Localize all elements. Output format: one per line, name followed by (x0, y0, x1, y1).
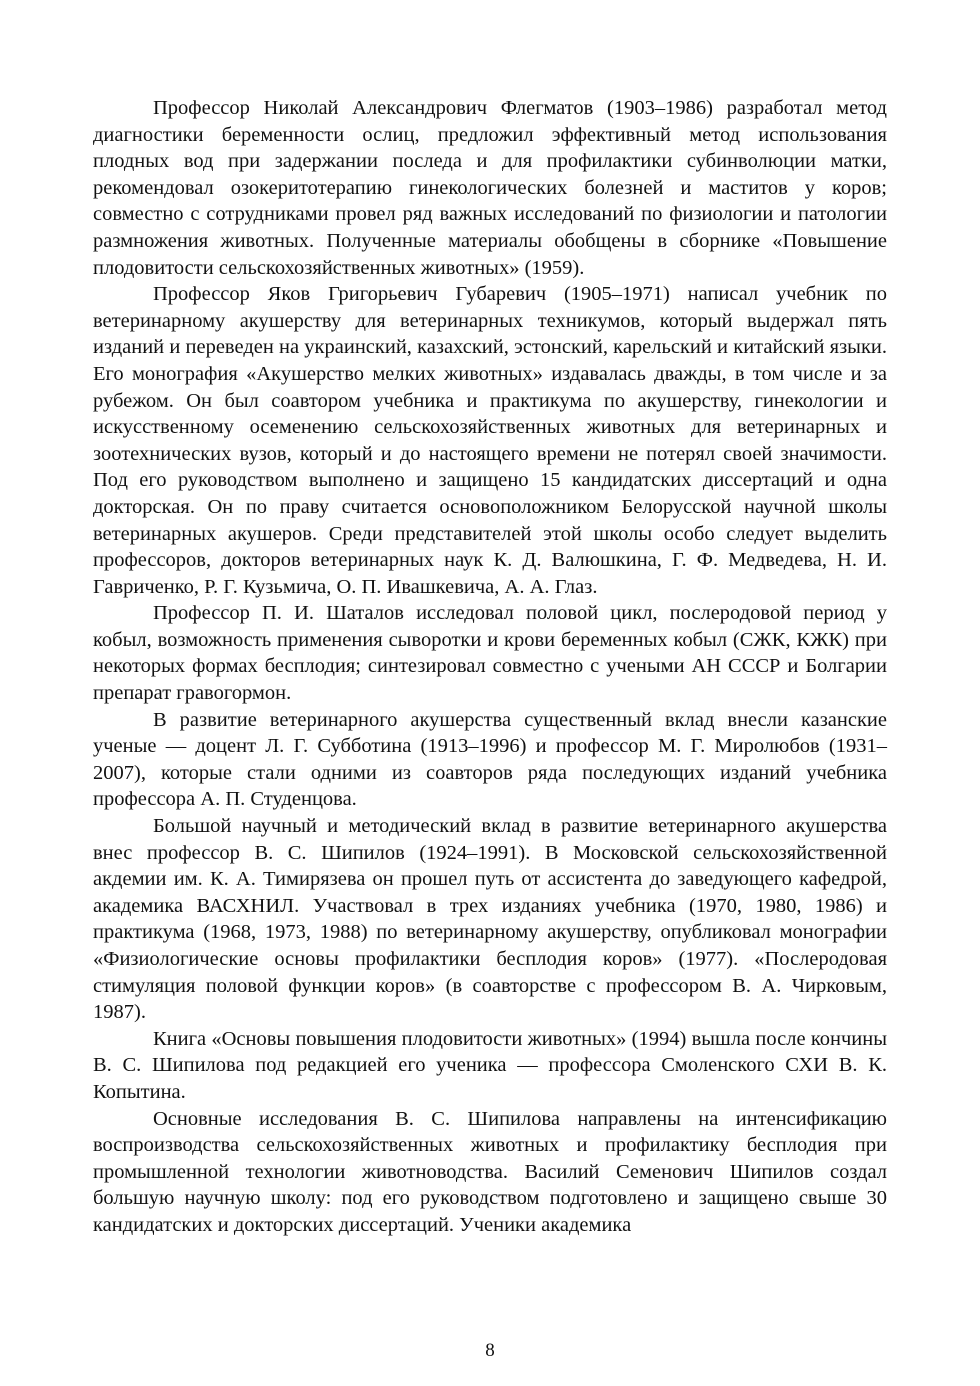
paragraph-gubarevich: Профессор Яков Григорьевич Губаревич (1905–1971) написал учебник по ветеринарному акушерству для ветеринарных техникумов, который выдержал пять изданий и переведен на украинский, казахский, эстонский, карельский и китайский языки. Его монография «Акушерство мелких животных» издавалась дважды, в том числе и за рубежом. Он был соавтором учебника и практикума по акушерству, гинекологии и искусственному осеменению сельскохозяйственных животных для ветеринарных и зоотехнических вузов, который и до настоящего времени не потерял своей значимости. Под его руководством выполнено и защищено 15 кандидатских диссертаций и одна докторская. Он по праву считается основоположником Белорусской научной школы ветеринарных акушеров. Среди представителей этой школы особо следует выделить профессоров, докторов ветеринарных наук К. Д. Валюшкина, Г. Ф. Медведева, Н. И. Гавриченко, Р. Г. Кузьмича, О. П. Ивашкевича, А. А. Глаз. (93, 283, 887, 598)
paragraph-shatalov: Профессор П. И. Шаталов исследовал половой цикл, послеродовой период у кобыл, возможность применения сыворотки и крови беременных кобыл (СЖК, КЖК) при некоторых формах бесплодия; синтезировал совместно с учеными АН СССР и Болгарии препарат гравогормон. (93, 602, 887, 705)
paragraph-kazan-scientists: В развитие ветеринарного акушерства существенный вклад внесли казанские ученые — доцент Л. Г. Субботина (1913–1996) и профессор М. Г. Миролюбов (1931–2007), которые стали одними из соавторов ряда последующих изданий учебника профессора А. П. Студенцова. (93, 708, 887, 811)
paragraph-shipilov-research: Основные исследования В. С. Шипилова направлены на интенсификацию воспроизводства сельскохозяйственных животных и профилактику бесплодия при промышленной технологии животноводства. Василий Семенович Шипилов создал большую научную школу: под его руководством подготовлено и защищено свыше 30 кандидатских и докторских диссертаций. Ученики академика (93, 1107, 887, 1236)
page-body (93, 95, 887, 1239)
paragraph-flegmatov: Профессор Николай Александрович Флегматов (1903–1986) разработал метод диагностики беременности ослиц, предложил эффективный метод использования плодных вод при задержании последа и для профилактики субинволюции матки, рекомендовал озокеритотерапию гинекологических болезней и маститов у коров; совместно с сотрудниками провел ряд важных исследований по физиологии и патологии размножения животных. Полученные материалы обобщены в сборнике «Повышение плодовитости сельскохозяйственных животных» (1959). (93, 97, 887, 279)
page-number: 8 (485, 1340, 495, 1361)
paragraph-shipilov: Большой научный и методический вклад в развитие ветеринарного акушерства внес профессор В. С. Шипилов (1924–1991). В Московской сельскохозяйственной акдемии им. К. А. Тимирязева он прошел путь от ассистента до заведующего кафедрой, академика ВАСХНИЛ. Участвовал в трех изданиях учебника (1970, 1980, 1986) и практикума (1968, 1973, 1988) по ветеринарному акушерству, опубликовал монографии «Физиологические основы профилактики бесплодия коров» (1977). «Послеродовая стимуляция половой функции коров» (в соавторстве с профессором В. А. Чирковым, 1987). (93, 815, 887, 1024)
paragraph-book: Книга «Основы повышения плодовитости животных» (1994) вышла после кончины В. С. Шипилова под редакцией его ученика — профессора Смоленского СХИ В. К. Копытина. (93, 1027, 887, 1103)
